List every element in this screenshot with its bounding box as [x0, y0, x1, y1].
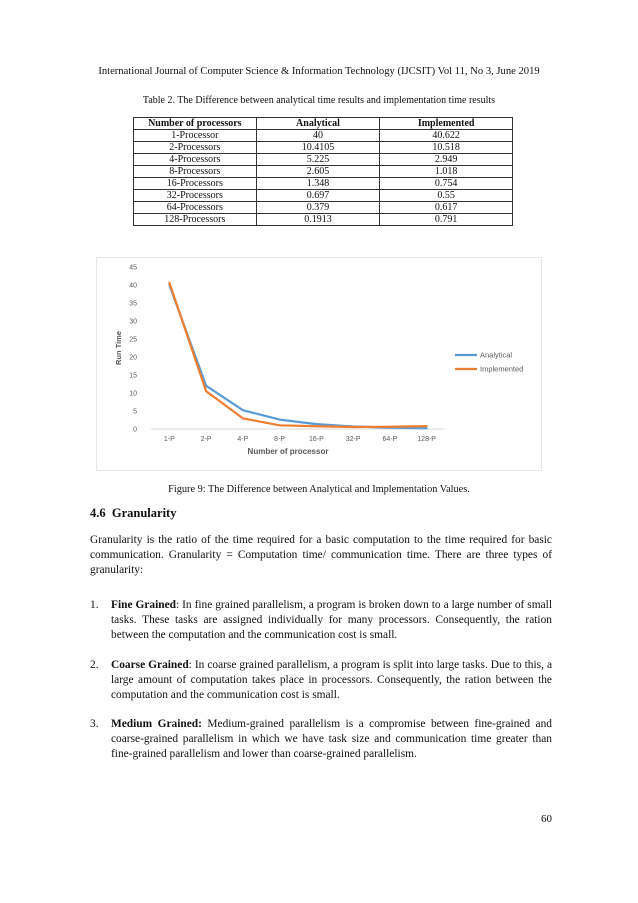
table-cell: 128-Processors: [134, 214, 257, 226]
list-item: [90, 598, 552, 648]
list-item-term: Coarse Grained: [111, 659, 189, 671]
table-cell: 10.518: [380, 142, 513, 154]
table-row: [134, 214, 513, 226]
x-axis-ticks: [164, 436, 436, 443]
list-item-separator: :: [175, 599, 180, 611]
y-tick-label: 5: [133, 408, 137, 416]
y-tick-label: 30: [129, 318, 137, 326]
table-caption: Table 2. The Difference between analytical time results and implementation time results: [142, 95, 496, 106]
list-item-term: Medium Grained:: [111, 718, 202, 730]
runtime-line-chart: [97, 258, 541, 470]
figure-caption: Figure 9: The Difference between Analytical and Implementation Values.: [168, 484, 470, 495]
y-tick-label: 35: [129, 300, 137, 308]
table-cell: 5.225: [256, 154, 380, 166]
table-row: [134, 166, 513, 178]
list-item-body: [111, 658, 552, 702]
table-row: [134, 154, 513, 166]
page-number: 60: [541, 813, 552, 825]
journal-header: International Journal of Computer Science & Information Technology (IJCSIT) Vol 11, No 3, June 2019: [98, 66, 540, 77]
x-tick-label: 8-P: [274, 436, 286, 443]
table-row: [134, 178, 513, 190]
table-header-cell: Implemented: [380, 118, 513, 130]
x-tick-label: 64-P: [382, 436, 398, 443]
y-axis-label: Run Time: [114, 330, 123, 366]
table-row: [134, 202, 513, 214]
table-cell: 0.379: [256, 202, 380, 214]
table-header-row: [134, 118, 513, 130]
table-cell: 0.697: [256, 190, 380, 202]
table-cell: 8-Processors: [134, 166, 257, 178]
table-cell: 0.1913: [256, 214, 380, 226]
y-tick-label: 25: [129, 336, 137, 344]
list-item: [90, 717, 552, 767]
y-axis-ticks: [129, 265, 137, 434]
legend-label: Analytical: [480, 350, 513, 360]
table-cell: 1.018: [380, 166, 513, 178]
table-cell: 0.617: [380, 202, 513, 214]
table-cell: 2.605: [256, 166, 380, 178]
y-tick-label: 15: [129, 372, 137, 380]
y-tick-label: 20: [129, 354, 137, 362]
table-header-cell: Analytical: [256, 118, 380, 130]
table-cell: 32-Processors: [134, 190, 257, 202]
table-cell: 1.348: [256, 178, 380, 190]
list-item-number: 2.: [90, 659, 99, 671]
x-tick-label: 32-P: [345, 436, 361, 443]
chart-legend: [455, 351, 523, 374]
table-row: [134, 190, 513, 202]
table-cell: 40: [256, 130, 380, 142]
x-tick-label: 16-P: [308, 436, 324, 443]
list-item-term: Fine Grained: [111, 599, 176, 611]
list-item-number: 3.: [90, 718, 99, 730]
section-heading: [90, 506, 176, 521]
x-tick-label: 2-P: [200, 436, 212, 443]
section-number: 4.6: [90, 506, 106, 520]
table-cell: 10.4105: [256, 142, 380, 154]
table-cell: 4-Processors: [134, 154, 257, 166]
table-cell: 64-Processors: [134, 202, 257, 214]
table-cell: 2-Processors: [134, 142, 257, 154]
series-line-analytical: [169, 285, 426, 428]
series-lines: [169, 283, 426, 429]
y-tick-label: 40: [129, 282, 137, 290]
x-tick-label: 1-P: [163, 436, 175, 443]
series-line-implemented: [169, 283, 426, 427]
results-table: [133, 117, 513, 226]
list-item-number: 1.: [90, 599, 99, 611]
list-item-body: [111, 598, 552, 642]
section-title: Granularity: [111, 506, 177, 520]
x-tick-label: 128-P: [417, 436, 436, 443]
table-cell: 40.622: [380, 130, 513, 142]
list-item-text: Medium-grained parallelism is a compromise between fine-grained and coarse-grained parallelism in which we have task size and communication time greater than fine-grained parallelism and lower than coarse-grained parallelism.: [111, 718, 552, 760]
list-item-body: [111, 717, 552, 761]
table-row: [134, 130, 513, 142]
table-cell: 0.55: [380, 190, 513, 202]
y-tick-label: 0: [133, 426, 137, 434]
legend-label: Implemented: [480, 364, 524, 374]
table-row: [134, 142, 513, 154]
table-cell: 0.754: [380, 178, 513, 190]
table-header-cell: Number of processors: [134, 118, 257, 130]
table-cell: 1-Processor: [134, 130, 257, 142]
table-cell: 0.791: [380, 214, 513, 226]
list-item-text: In coarse grained parallelism, a program is split into large tasks. Due to this, a large amount of computation takes place in processors. Consequently, the ration between the computation and the communication cost is small.: [111, 659, 552, 701]
list-item: [90, 658, 552, 708]
y-tick-label: 10: [129, 390, 137, 398]
list-item-separator: :: [188, 659, 192, 671]
chart-canvas: [97, 258, 541, 470]
table-cell: 16-Processors: [134, 178, 257, 190]
x-axis-label: Number of processor: [247, 447, 329, 456]
table-cell: 2.949: [380, 154, 513, 166]
list-item-text: In fine grained parallelism, a program is broken down to a large number of small tasks. These tasks are assigned individually for many processors. Consequently, the ration between the computation and the communication cost is small.: [111, 599, 552, 641]
intro-paragraph: Granularity is the ratio of the time required for a basic computation to the time required for basic communication. Granularity = Computation time/ communication time. There are three types of granularity:: [90, 534, 552, 576]
x-tick-label: 4-P: [237, 436, 249, 443]
y-tick-label: 45: [129, 264, 137, 272]
